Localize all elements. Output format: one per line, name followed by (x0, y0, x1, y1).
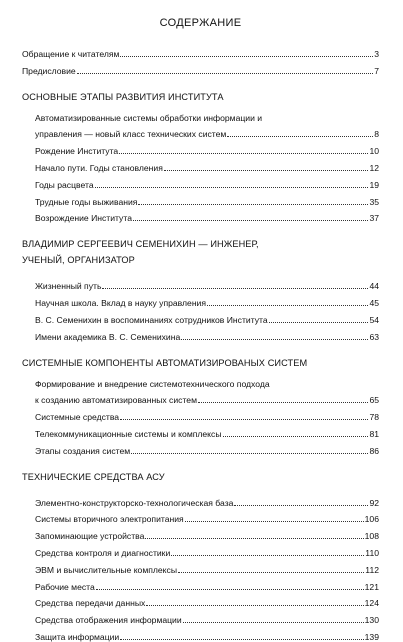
dot-leader (223, 436, 369, 437)
toc-entry[interactable] (22, 558, 379, 575)
section-heading-line: ВЛАДИМИР СЕРГЕЕВИЧ СЕМЕНИХИН — ИНЖЕНЕР, (22, 239, 259, 250)
toc-entry[interactable] (22, 291, 379, 308)
toc-entry-page: 110 (365, 547, 379, 558)
toc-entry[interactable] (22, 508, 379, 525)
dot-leader (146, 605, 363, 606)
toc-entry-page: 54 (369, 314, 379, 325)
toc-entry[interactable] (22, 190, 379, 207)
toc-entry-page: 65 (369, 395, 379, 406)
toc-entry-page: 130 (364, 615, 379, 626)
toc-entry[interactable] (22, 422, 379, 439)
dot-leader (183, 622, 364, 623)
toc-entry-page: 10 (369, 146, 379, 157)
dot-leader (178, 572, 364, 573)
toc-entry-title: Системы вторичного электропитания (35, 514, 184, 525)
dot-leader (96, 589, 364, 590)
dot-leader (102, 288, 368, 289)
toc-entry[interactable] (22, 207, 379, 224)
toc-entry[interactable] (22, 274, 379, 291)
dot-leader (269, 322, 369, 323)
toc-entry-page: 108 (364, 531, 379, 542)
toc-entry-title: Начало пути. Годы становления (35, 162, 163, 173)
toc-entry-title-line: Формирование и внедрение системотехнического подхода (35, 378, 270, 389)
toc-entry-page: 3 (374, 48, 379, 59)
toc-entry[interactable] (22, 139, 379, 156)
toc-entry-page: 106 (364, 514, 379, 525)
toc-entry-page: 81 (369, 428, 379, 439)
toc-entry[interactable] (22, 59, 379, 76)
toc-entry-page: 124 (364, 598, 379, 609)
toc-entry-page: 12 (369, 162, 379, 173)
section-heading (22, 239, 379, 271)
section-heading (22, 92, 379, 108)
toc-entry-page: 19 (369, 179, 379, 190)
dot-leader (95, 187, 369, 188)
toc-entry[interactable] (22, 491, 379, 508)
toc-entry-title: Годы расцвета (35, 179, 94, 190)
dot-leader (133, 220, 368, 221)
toc-entry[interactable] (22, 42, 379, 59)
toc-entry-title: Имени академика В. С. Семенихина (35, 331, 181, 342)
toc-entry-title: Предисловие (22, 65, 76, 76)
toc-entry[interactable] (22, 173, 379, 190)
toc-entry[interactable] (22, 524, 379, 541)
section-heading-line: ТЕХНИЧЕСКИЕ СРЕДСТВА АСУ (22, 471, 165, 482)
toc-entry[interactable] (22, 625, 379, 642)
toc-entry-title-line: Автоматизированные системы обработки информации и (35, 112, 263, 123)
toc-entry-title: Телекоммуникационные системы и комплексы (35, 428, 222, 439)
toc-entry-page: 44 (369, 281, 379, 292)
toc-entry-title: Рабочие места (35, 581, 95, 592)
toc-entry-page: 139 (364, 631, 379, 642)
toc-entry[interactable] (22, 405, 379, 422)
toc-entry[interactable] (22, 156, 379, 173)
toc-entry-title: В. С. Семенихин в воспоминаниях сотрудников Института (35, 314, 268, 325)
dot-leader (227, 136, 373, 137)
toc-entry-page: 86 (369, 445, 379, 456)
dot-leader (234, 505, 368, 506)
toc-entry[interactable] (22, 439, 379, 456)
toc-entry-title: Средства отображения информации (35, 615, 182, 626)
dot-leader (185, 521, 364, 522)
toc-entry[interactable] (22, 325, 379, 342)
toc-entry[interactable] (22, 389, 379, 406)
section-heading (22, 358, 379, 374)
toc-entry-page: 45 (369, 297, 379, 308)
toc-entry-title: Жизненный путь (35, 281, 102, 292)
dot-leader (120, 419, 368, 420)
toc-entry-page: 35 (369, 196, 379, 207)
toc-entry[interactable] (22, 608, 379, 625)
toc-entry-page: 63 (369, 331, 379, 342)
toc-entry-page: 121 (364, 581, 379, 592)
dot-leader (164, 170, 369, 171)
section-heading-line: УЧЕНЫЙ, ОРГАНИЗАТОР (22, 255, 135, 266)
dot-leader (120, 56, 373, 57)
intro-list (22, 42, 379, 76)
section-heading (22, 472, 379, 488)
dot-leader (77, 73, 374, 74)
toc-entry[interactable] (22, 575, 379, 592)
toc-entry-title: Запоминающие устройства (35, 531, 145, 542)
dot-leader (198, 402, 368, 403)
toc-entry[interactable] (22, 541, 379, 558)
section-heading-line: СИСТЕМНЫЕ КОМПОНЕНТЫ АВТОМАТИЗИРОВАНЫХ СИСТЕМ (22, 357, 308, 368)
toc-entry[interactable] (22, 123, 379, 140)
toc-entry-page: 92 (369, 497, 379, 508)
dot-leader (131, 453, 368, 454)
toc-entry-title: Средства контроля и диагностики (35, 547, 171, 558)
toc-entry-title: к созданию автоматизированных систем (35, 395, 197, 406)
toc-entry-title: Рождение Института (35, 146, 119, 157)
toc-entry-title: Трудные годы выживания (35, 196, 138, 207)
dot-leader (119, 153, 368, 154)
toc-entry-page: 112 (365, 564, 379, 575)
page-title: СОДЕРЖАНИЕ (159, 17, 242, 29)
section-heading-line: ОСНОВНЫЕ ЭТАПЫ РАЗВИТИЯ ИНСТИТУТА (22, 91, 224, 102)
dot-leader (120, 639, 363, 640)
toc-entry-title: Этапы создания систем (35, 445, 131, 456)
dot-leader (145, 538, 363, 539)
toc-entry-title: Научная школа. Вклад в науку управления (35, 297, 207, 308)
toc-entry-page: 7 (374, 65, 379, 76)
toc-entry-title: Системные средства (35, 412, 120, 423)
toc-entry-title: Защита информации (35, 631, 120, 642)
toc-entry[interactable] (22, 308, 379, 325)
dot-leader (171, 555, 364, 556)
toc-entry-title: управления — новый класс технических систем (35, 129, 227, 140)
dot-leader (138, 204, 368, 205)
toc-sections (22, 92, 379, 642)
toc-entry-title: Средства передачи данных (35, 598, 146, 609)
toc-entry-title: ЭВМ и вычислительные комплексы (35, 564, 178, 575)
toc-entry-page: 8 (374, 129, 379, 140)
toc-entry-title: Обращение к читателям (22, 48, 120, 59)
toc-entry-page: 37 (369, 213, 379, 224)
dot-leader (181, 339, 368, 340)
toc-entry-title: Элементно-конструкторско-технологическая база (35, 497, 234, 508)
toc-entry-page: 78 (369, 412, 379, 423)
toc-entry-title: Возрождение Института (35, 213, 132, 224)
dot-leader (207, 305, 368, 306)
